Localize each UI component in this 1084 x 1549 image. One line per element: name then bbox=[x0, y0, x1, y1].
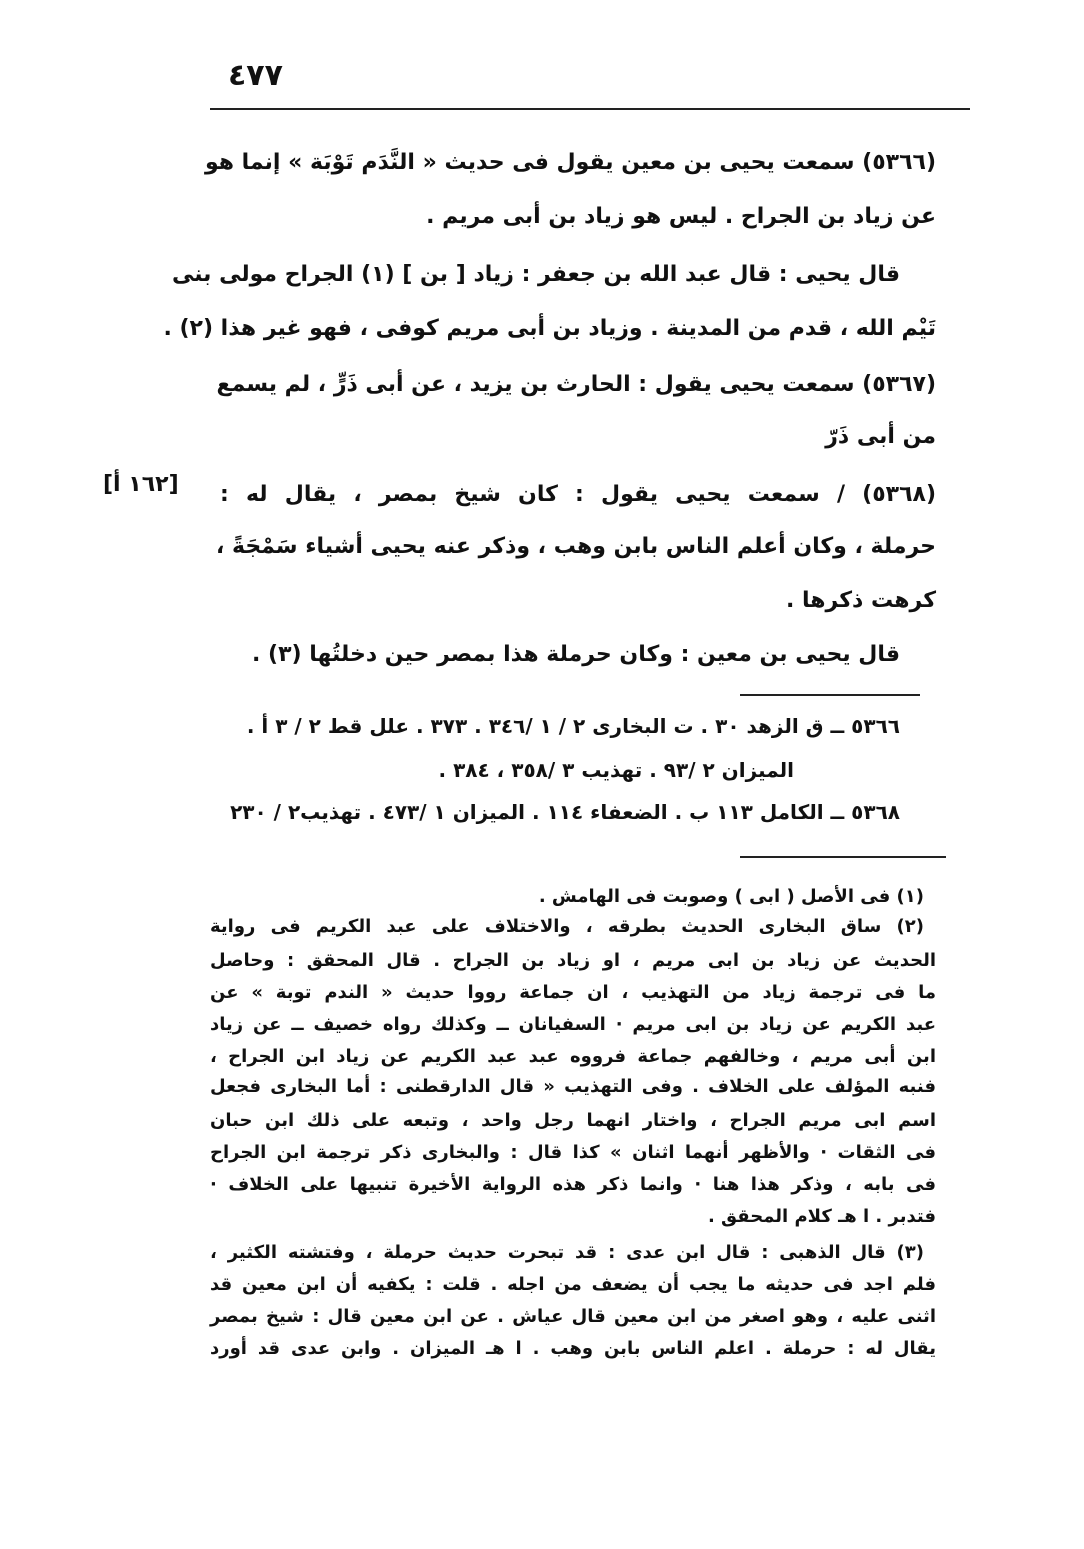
entry-5367-line-2: من أبى ذَرّ bbox=[825, 424, 936, 449]
entry-5368-line-4: قال يحيى بن معين : وكان حرملة هذا بمصر حين دخلتُها (٣) . bbox=[252, 642, 900, 667]
manuscript-folio-marker: [١٦٢ أ] bbox=[103, 472, 179, 497]
footnote-2-line-4: عبد الكريم عن زياد بن ابى مريم · السفيانان ــ وكذلك رواه خصيف ــ عن زياد bbox=[210, 1014, 936, 1035]
entry-5368-line-1: (٥٣٦٨) / سمعت يحيى يقول : كان شيخ بمصر ، يقال له : bbox=[220, 482, 936, 507]
entry-5368-line-2: حرملة ، وكان أعلم الناس بابن وهب ، وذكر عنه يحيى أشياء سَمْجَةً ، bbox=[215, 534, 936, 559]
footnote-2-line-6: فنبه المؤلف على الخلاف . وفى التهذيب « قال الدارقطنى : أما البخارى فجعل bbox=[210, 1076, 936, 1097]
references-rule bbox=[740, 694, 920, 696]
footnote-2-line-5: ابن أبى مريم ، وخالفهم جماعة فرووه عبد عبد الكريم عن زياد ابن الجراح ، bbox=[210, 1046, 936, 1067]
entry-5368-line-3: كرهت ذكرها . bbox=[786, 588, 936, 613]
page-number: ٤٧٧ bbox=[228, 58, 283, 93]
footnote-3-line-3: اثنى عليه ، وهو اصغر من ابن معين قال عياش . عن ابن معين قال : شيخ بمصر bbox=[210, 1306, 936, 1327]
footnote-3-line-4: يقال له : حرملة . اعلم الناس بابن وهب . ا هـ الميزان . وابن عدى قد أورد bbox=[210, 1338, 936, 1359]
entry-5367-line-1: (٥٣٦٧) سمعت يحيى يقول : الحارث بن يزيد ، عن أبى ذَرٍّ ، لم يسمع bbox=[216, 372, 936, 397]
entry-5366-line-3: قال يحيى : قال عبد الله بن جعفر : زياد [ بن ] (١) الجراح مولى بنى bbox=[171, 262, 900, 287]
footnotes-rule bbox=[740, 856, 946, 858]
footnote-2-line-2: الحديث عن زياد بن ابى مريم ، او زياد بن الجراح . قال المحقق : وحاصل bbox=[210, 950, 936, 971]
footnote-2-line-1: (٢) ساق البخارى الحديث بطرقه ، والاختلاف على عبد الكريم فى رواية bbox=[210, 916, 924, 937]
footnote-2-line-8: فى الثقات · والأظهر أنهما اثنان » كذا قال : والبخارى ذكر ترجمة ابن الجراح bbox=[210, 1142, 936, 1163]
entry-5366-line-2: عن زياد بن الجراح . ليس هو زياد بن أبى مريم . bbox=[426, 204, 936, 229]
footnote-2-line-10: فتدبر . ا هـ كلام المحقق . bbox=[707, 1206, 936, 1227]
footnote-1: (١) فى الأصل ( ابى ) وصوبت فى الهامش . bbox=[538, 886, 924, 907]
reference-5368: ٥٣٦٨ ــ الكامل ١١٣ ب . الضعفاء ١١٤ . الميزان ١ /٤٧٣ . تهذيب٢ / ٢٣٠ bbox=[230, 800, 900, 824]
entry-5366-line-4: تَيْم الله ، قدم من المدينة . وزياد بن أبى مريم كوفى ، فهو غير هذا (٢) . bbox=[163, 316, 936, 341]
reference-5366-line-2: الميزان ٢ /٩٣ . تهذيب ٣ /٣٥٨ ، ٣٨٤ . bbox=[438, 758, 794, 782]
footnote-2-line-9: فى بابه ، وذكر هذا هنا · وانما ذكر هذه الرواية الأخيرة تنبيها على الخلاف · bbox=[210, 1174, 936, 1195]
entry-5366-line-1: (٥٣٦٦) سمعت يحيى بن معين يقول فى حديث « النَّدَم تَوْبَة » إنما هو bbox=[204, 150, 936, 175]
footnote-2-line-3: ما فى ترجمة زياد من التهذيب ، ان جماعة رووا حديث « الندم توبة » عن bbox=[210, 982, 936, 1003]
footnote-3-line-2: فلم اجد فى حديثه ما يجب أن يضعف من اجله . قلت : يكفيه أن ابن معين قد bbox=[210, 1274, 936, 1295]
footnote-3-line-1: (٣) قال الذهبى : قال ابن عدى : قد تبحرت حديث حرملة ، وفتشته الكثير ، bbox=[210, 1242, 924, 1263]
header-rule bbox=[210, 108, 970, 110]
footnote-2-line-7: اسم ابى مريم الجراح ، واختار انهما رجل واحد ، وتبعه على ذلك ابن حبان bbox=[210, 1110, 936, 1131]
reference-5366-line-1: ٥٣٦٦ ــ ق الزهد ٣٠ . ت البخارى ٢ / ١ /٣٤٦ . ٣٧٣ . علل قط ٢ / ٣ أ . bbox=[246, 714, 900, 738]
